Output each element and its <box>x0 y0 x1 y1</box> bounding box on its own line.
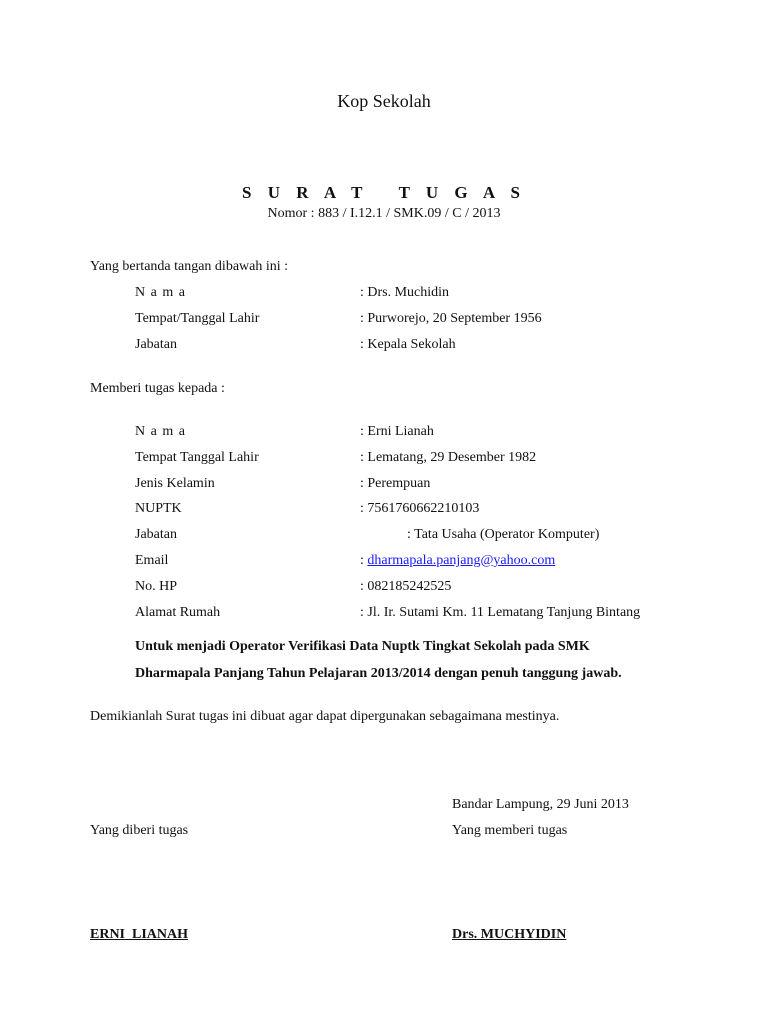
assignee-signature-name: ERNI LIANAH <box>90 927 189 942</box>
assignee-birth-value: : Lematang, 29 Desember 1982 <box>360 450 537 465</box>
letter-title: S U R A T T U G A S <box>242 183 526 202</box>
purpose-line-1: Untuk menjadi Operator Verifikasi Data Nuptk Tingkat Sekolah pada SMK <box>135 639 590 654</box>
assignee-phone-label: No. HP <box>135 579 178 594</box>
signer-role-label: Yang memberi tugas <box>452 823 568 838</box>
letter-number: Nomor : 883 / I.12.1 / SMK.09 / C / 2013 <box>267 206 501 221</box>
letterhead-placeholder: Kop Sekolah <box>337 91 431 111</box>
signer-position-value: : Kepala Sekolah <box>360 337 456 352</box>
assignee-name-label: N a m a <box>135 424 186 439</box>
signer-position-label: Jabatan <box>135 337 177 352</box>
intro-text: Yang bertanda tangan dibawah ini : <box>90 259 289 274</box>
assignee-role-label: Yang diberi tugas <box>90 823 189 838</box>
assignee-gender-label: Jenis Kelamin <box>135 476 215 491</box>
assignee-email-colon: : <box>360 553 364 568</box>
assignee-gender-value: : Perempuan <box>360 476 431 491</box>
assignee-address-label: Alamat Rumah <box>135 605 221 620</box>
signer-name-label: N a m a <box>135 285 186 300</box>
closing-text: Demikianlah Surat tugas ini dibuat agar dapat dipergunakan sebagaimana mestinya. <box>90 709 560 724</box>
assignee-nuptk-value: : 7561760662210103 <box>360 501 480 516</box>
assignee-email-label: Email <box>135 553 169 568</box>
signer-birth-value: : Purworejo, 20 September 1956 <box>360 311 542 326</box>
place-date: Bandar Lampung, 29 Juni 2013 <box>452 797 629 812</box>
assign-intro-text: Memberi tugas kepada : <box>90 381 225 396</box>
signer-signature-name: Drs. MUCHYIDIN <box>452 927 567 942</box>
assignee-birth-label: Tempat Tanggal Lahir <box>135 450 259 465</box>
assignee-address-value: : Jl. Ir. Sutami Km. 11 Lematang Tanjung Bintang <box>360 605 641 620</box>
assignee-phone-value: : 082185242525 <box>360 579 452 594</box>
assignee-nuptk-label: NUPTK <box>135 501 182 516</box>
assignee-name-value: : Erni Lianah <box>360 424 434 439</box>
assignee-position-value: : Tata Usaha (Operator Komputer) <box>407 527 600 542</box>
purpose-line-2: Dharmapala Panjang Tahun Pelajaran 2013/2014 dengan penuh tanggung jawab. <box>135 666 622 681</box>
signer-name-value: : Drs. Muchidin <box>360 285 450 300</box>
assignee-position-label: Jabatan <box>135 527 177 542</box>
signer-birth-label: Tempat/Tanggal Lahir <box>135 311 260 326</box>
assignee-email-row <box>360 552 555 570</box>
assignee-email-link[interactable]: dharmapala.panjang@yahoo.com <box>367 553 556 568</box>
